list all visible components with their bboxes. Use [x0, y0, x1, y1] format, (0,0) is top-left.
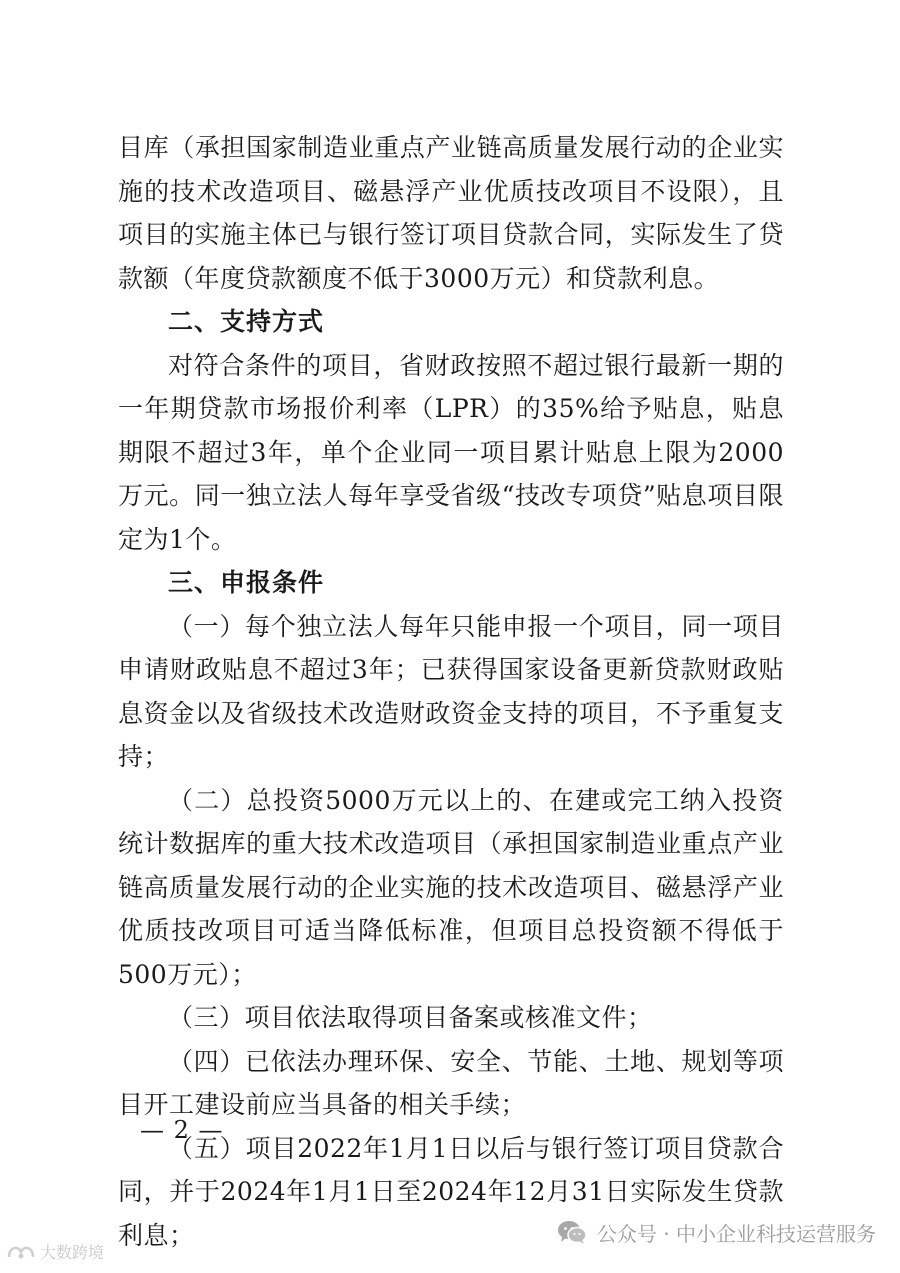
corner-logo-text: 大数跨境 [40, 1243, 105, 1262]
watermark-text: 公众号 · 中小企业科技运营服务 [596, 1222, 876, 1246]
document-body [118, 126, 784, 1257]
condition-item-5: （五）项目2022年1月1日以后与银行签订项目贷款合同，并于2024年1月1日至2024年12月31日实际发生贷款利息； [118, 1133, 784, 1250]
condition-item-4: （四）已依法办理环保、安全、节能、土地、规划等项目开工建设前应当具备的相关手续； [118, 1046, 784, 1119]
section-heading-support-method: 二、支持方式 [168, 307, 325, 336]
condition-item-2: （二）总投资5000万元以上的、在建或完工纳入投资统计数据库的重大技术改造项目（承担国家制造业重点产业链高质量发展行动的企业实施的技术改造项目、磁悬浮产业优质技改项目可适当降低标准，但项目总投资额不得低于500万元）； [118, 785, 784, 989]
paragraph-continuation: 目库（承担国家制造业重点产业链高质量发展行动的企业实施的技术改造项目、磁悬浮产业优质技改项目不设限），且项目的实施主体已与银行签订项目贷款合同，实际发生了贷款额（年度贷款额度不低于3000万元）和贷款利息。 [118, 133, 784, 293]
paragraph-support-method: 对符合条件的项目，省财政按照不超过银行最新一期的一年期贷款市场报价利率（LPR）的35%给予贴息，贴息期限不超过3年，单个企业同一项目累计贴息上限为2000万元。同一独立法人每年享受省级“技改专项贷”贴息项目限定为1个。 [118, 350, 784, 554]
page-number: — 2 — [140, 1116, 224, 1144]
wechat-watermark [557, 1218, 876, 1247]
condition-item-3: （三）项目依法取得项目备案或核准文件； [168, 1003, 653, 1032]
corner-logo [6, 1240, 104, 1263]
wechat-icon [557, 1220, 587, 1246]
condition-item-1: （一）每个独立法人每年只能申报一个项目，同一项目申请财政贴息不超过3年；已获得国家设备更新贷款财政贴息资金以及省级技术改造财政资金支持的项目，不予重复支持； [118, 611, 784, 771]
section-heading-application-conditions: 三、申报条件 [168, 568, 325, 597]
logo-mark-icon [6, 1241, 36, 1263]
